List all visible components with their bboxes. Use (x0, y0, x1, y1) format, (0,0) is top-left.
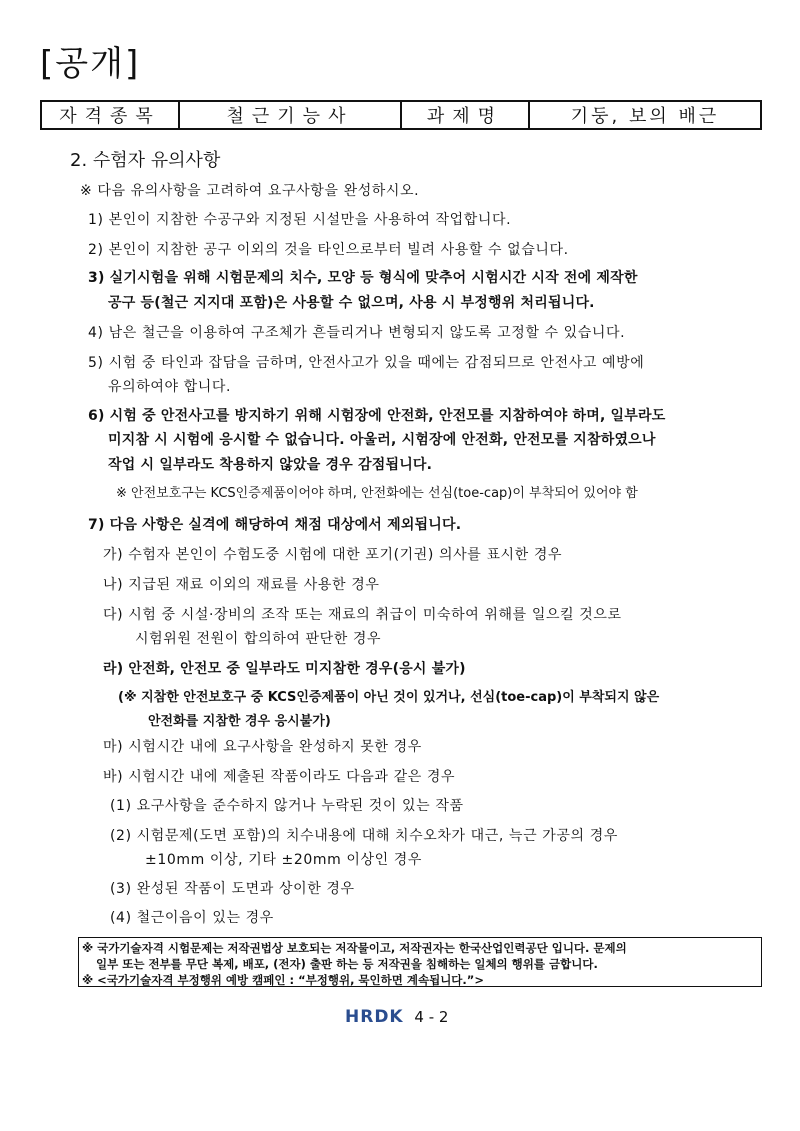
copyright-notice (78, 937, 762, 987)
list-item: (1) 요구사항을 준수하지 않거나 누락된 것이 있는 작품 (110, 798, 464, 814)
list-item: (4) 철근이음이 있는 경우 (110, 910, 274, 926)
list-item: 6) 시험 중 안전사고를 방지하기 위해 시험장에 안전화, 안전모를 지참하여야 하며, 일부라도 (88, 408, 666, 424)
list-item: 작업 시 일부라도 착용하지 않았을 경우 감점됩니다. (108, 457, 433, 473)
list-item: (2) 시험문제(도면 포함)의 치수내용에 대해 치수오차가 대근, 늑근 가공의 경우 (110, 828, 618, 844)
page-footer (345, 1007, 448, 1027)
list-item: 미지참 시 시험에 응시할 수 없습니다. 아울러, 시험장에 안전화, 안전모를 지참하였으나 (108, 432, 656, 448)
list-item: 바) 시험시간 내에 제출된 작품이라도 다음과 같은 경우 (103, 769, 456, 785)
list-item: 라) 안전화, 안전모 중 일부라도 미지참한 경우(응시 불가) (103, 661, 466, 677)
list-item: 7) 다음 사항은 실격에 해당하여 채점 대상에서 제외됩니다. (88, 517, 462, 533)
label-qualification: 자격종목 (41, 101, 179, 129)
list-item: 안전화를 지참한 경우 응시불가) (148, 714, 331, 729)
list-item: 2) 본인이 지참한 공구 이외의 것을 타인으로부터 빌려 사용할 수 없습니다. (88, 242, 569, 258)
label-task-name: 과제명 (401, 101, 529, 129)
list-item: 공구 등(철근 지지대 포함)은 사용할 수 없으며, 사용 시 부정행위 처리됩니다. (108, 295, 595, 311)
section-title: 2. 수험자 유의사항 (70, 150, 221, 171)
value-task-name: 기둥, 보의 배근 (529, 101, 761, 129)
list-item: 5) 시험 중 타인과 잡담을 금하며, 안전사고가 있을 때에는 감점되므로 안전사고 예방에 (88, 355, 645, 371)
list-item: ±10mm 이상, 기타 ±20mm 이상인 경우 (145, 852, 423, 868)
public-mark: [공개] (40, 44, 141, 84)
list-item: (3) 완성된 작품이 도면과 상이한 경우 (110, 881, 355, 897)
list-item: 4) 남은 철근을 이용하여 구조체가 흔들리거나 변형되지 않도록 고정할 수 있습니다. (88, 325, 626, 341)
value-qualification: 철근기능사 (179, 101, 401, 129)
list-item: 1) 본인이 지참한 수공구와 지정된 시설만을 사용하여 작업합니다. (88, 212, 512, 228)
list-item: 나) 지급된 재료 이외의 재료를 사용한 경우 (103, 577, 380, 593)
list-item: 마) 시험시간 내에 요구사항을 완성하지 못한 경우 (103, 739, 422, 755)
hrdk-logo: HRDK (345, 1007, 404, 1027)
copyright-line: ※ 국가기술자격 시험문제는 저작권법상 보호되는 저작물이고, 저작권자는 한국산업인력공단 입니다. 문제의 (82, 941, 627, 955)
list-item: 가) 수험자 본인이 수험도중 시험에 대한 포기(기권) 의사를 표시한 경우 (103, 547, 563, 563)
list-item: 3) 실기시험을 위해 시험문제의 치수, 모양 등 형식에 맞추어 시험시간 시작 전에 제작한 (88, 270, 638, 286)
list-item: 다) 시험 중 시설·장비의 조작 또는 재료의 취급이 미숙하여 위해를 일으킬 것으로 (103, 607, 622, 623)
list-item: (※ 지참한 안전보호구 중 KCS인증제품이 아닌 것이 있거나, 선심(toe-cap)이 부착되지 않은 (118, 690, 660, 705)
campaign-line: ※ <국가기술자격 부정행위 예방 캠페인 : “부정행위, 묵인하면 계속됩니다.”> (82, 973, 484, 987)
intro-note: ※ 다음 유의사항을 고려하여 요구사항을 완성하시오. (80, 183, 420, 199)
list-item: 시험위원 전원이 합의하여 판단한 경우 (135, 631, 382, 647)
page-number: 4 - 2 (414, 1008, 449, 1026)
list-item: ※ 안전보호구는 KCS인증제품이어야 하며, 안전화에는 선심(toe-cap)이 부착되어 있어야 함 (116, 486, 638, 501)
header-table (40, 100, 762, 130)
copyright-line: 일부 또는 전부를 무단 복제, 배포, (전자) 출판 하는 등 저작권을 침해하는 일체의 행위를 금합니다. (96, 957, 598, 971)
list-item: 유의하여야 합니다. (108, 379, 232, 395)
